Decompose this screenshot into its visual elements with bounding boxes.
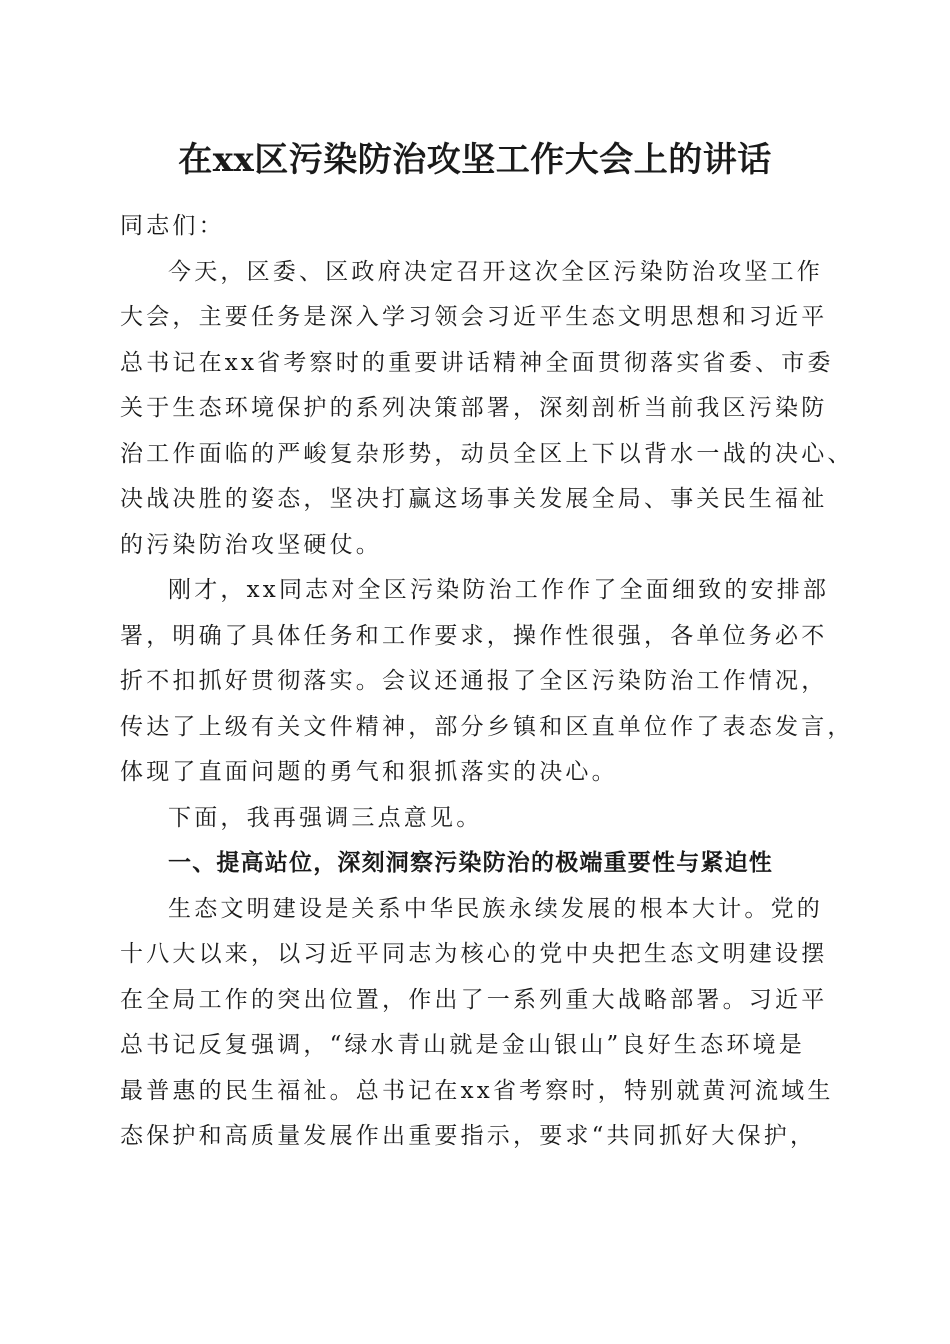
paragraph-4-line-2: 十八大以来，以习近平同志为核心的党中央把生态文明建设摆 xyxy=(120,941,828,967)
paragraph-1-line-6: 决战决胜的姿态，坚决打赢这场事关发展全局、事关民生福祉 xyxy=(120,486,828,512)
paragraph-3-line-1: 下面，我再强调三点意见。 xyxy=(168,804,483,831)
paragraph-4-line-5: 最普惠的民生福祉。总书记在xx省考察时，特别就黄河流域生 xyxy=(120,1077,834,1104)
paragraph-4-line-1: 生态文明建设是关系中华民族永续发展的根本大计。党的 xyxy=(168,895,823,922)
paragraph-1-line-4: 关于生态环境保护的系列决策部署，深刻剖析当前我区污染防 xyxy=(120,395,828,421)
paragraph-2-line-2: 署，明确了具体任务和工作要求，操作性很强，各单位务必不 xyxy=(120,622,828,649)
paragraph-2-line-1: 刚才，xx同志对全区污染防治工作作了全面细致的安排部 xyxy=(168,577,830,603)
paragraph-2-line-3: 折不扣抓好贯彻落实。会议还通报了全区污染防治工作情况， xyxy=(120,668,828,694)
paragraph-2-line-5: 体现了直面问题的勇气和狠抓落实的决心。 xyxy=(120,759,618,785)
paragraph-4-line-6: 态保护和高质量发展作出重要指示，要求“共同抓好大保护， xyxy=(120,1123,817,1149)
section-heading-1: 一、提高站位，深刻洞察污染防治的极端重要性与紧迫性 xyxy=(168,850,773,876)
paragraph-1-line-3: 总书记在xx省考察时的重要讲话精神全面贯彻落实省委、市委 xyxy=(120,349,834,376)
paragraph-1-line-5: 治工作面临的严峻复杂形势，动员全区上下以背水一战的决心、 xyxy=(120,440,854,467)
paragraph-4-line-3: 在全局工作的突出位置，作出了一系列重大战略部署。习近平 xyxy=(120,986,828,1013)
document-body xyxy=(120,204,854,1160)
paragraph-2-line-4: 传达了上级有关文件精神，部分乡镇和区直单位作了表态发言， xyxy=(120,713,854,740)
salutation: 同志们： xyxy=(120,213,225,239)
paragraph-1-line-1: 今天，区委、区政府决定召开这次全区污染防治攻坚工作 xyxy=(168,258,823,285)
paragraph-1-line-2: 大会，主要任务是深入学习领会习近平生态文明思想和习近平 xyxy=(120,304,828,330)
paragraph-4-line-4: 总书记反复强调，“绿水青山就是金山银山”良好生态环境是 xyxy=(120,1032,805,1058)
document-title: 在xx区污染防治攻坚工作大会上的讲话 xyxy=(178,140,772,180)
paragraph-1-line-7: 的污染防治攻坚硬仗。 xyxy=(120,531,382,558)
